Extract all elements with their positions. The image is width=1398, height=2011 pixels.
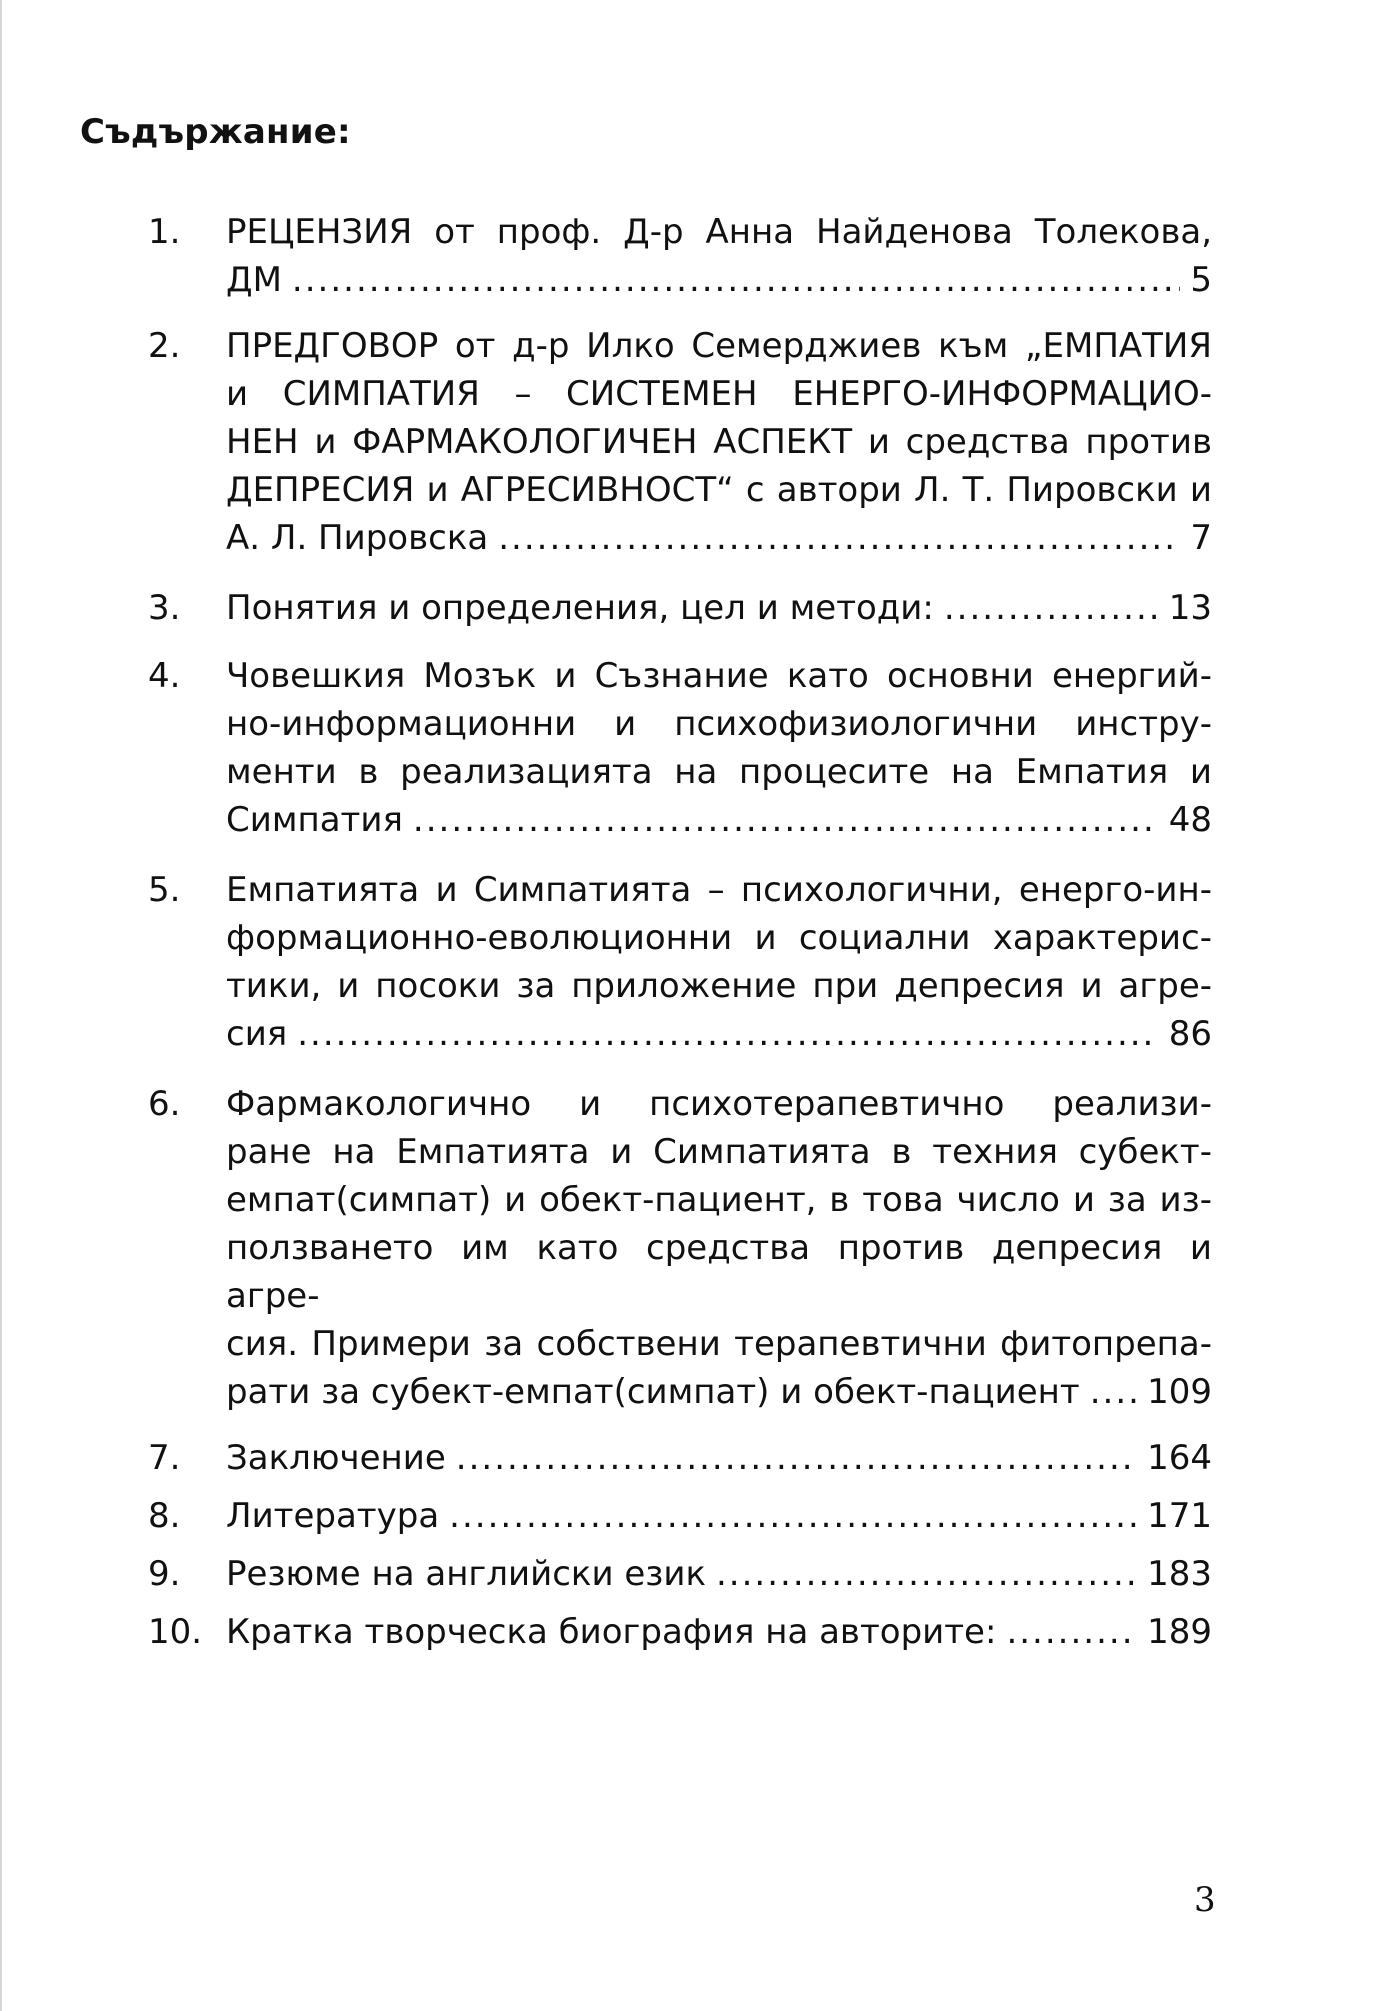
- toc-entry[interactable]: [148, 652, 1212, 844]
- toc-entry-page: 86: [1168, 1014, 1212, 1054]
- toc-entry-title-line: ДЕПРЕСИЯ и АГРЕСИВНОСТ“ с автори Л. Т. Пировски и: [226, 470, 1212, 510]
- page-number: 3: [1194, 1880, 1216, 1920]
- toc-entry-last-line: [226, 1010, 1212, 1058]
- dot-leader: [449, 1492, 1137, 1540]
- toc-entry-last-line: [226, 796, 1212, 844]
- dot-leader: [456, 1434, 1137, 1482]
- toc-entry-title-line: емпат(симпат) и обект-пациент, в това число и за из-: [226, 1180, 1212, 1220]
- toc-entry-page: 48: [1168, 800, 1212, 840]
- toc-entry[interactable]: [148, 1434, 1212, 1482]
- toc-heading: Съдържание:: [80, 112, 351, 152]
- toc-entry[interactable]: [148, 584, 1212, 632]
- toc-entry-title-line: тики, и посоки за приложение при депресия и агре-: [226, 966, 1212, 1006]
- toc-entry-title-line: Човешкия Мозък и Съзнание като основни енергий-: [226, 656, 1212, 696]
- dot-leader: [1006, 1608, 1137, 1656]
- toc-entry-last-line: [226, 1550, 1212, 1598]
- dot-leader: [1090, 1368, 1137, 1416]
- toc-entry-number: 1.: [148, 212, 181, 252]
- toc-entry-title-line: НЕН и ФАРМАКОЛОГИЧЕН АСПЕКТ и средства против: [226, 422, 1212, 462]
- toc-entry-last-line: [226, 584, 1212, 632]
- toc-entry-page: 183: [1147, 1554, 1212, 1594]
- dot-leader: [297, 1010, 1158, 1058]
- toc-entry-last-line: [226, 1608, 1212, 1656]
- toc-entry-title-line: формационно-еволюционни и социални характерис-: [226, 918, 1212, 958]
- dot-leader: [716, 1550, 1137, 1598]
- toc-entry-number: 2.: [148, 326, 181, 366]
- toc-entry-title-line: Понятия и определения, цел и методи:: [226, 588, 934, 628]
- toc-entry-title-line: ДМ: [226, 260, 282, 300]
- toc-entry-title-line: Фармакологично и психотерапевтично реализи-: [226, 1084, 1212, 1124]
- toc-entry-title-line: сия: [226, 1014, 288, 1054]
- toc-entry-number: 9.: [148, 1554, 181, 1594]
- toc-entry-title-line: Резюме на английски език: [226, 1554, 706, 1594]
- toc-entry-page: 5: [1190, 260, 1212, 300]
- toc-entry-title-line: ползването им като средства против депресия и агре-: [226, 1228, 1212, 1316]
- toc-entry-last-line: [226, 514, 1212, 562]
- table-of-contents: [148, 208, 1212, 1656]
- toc-entry-title-line: А. Л. Пировска: [226, 518, 489, 558]
- toc-entry-title-line: сия. Примери за собствени терапевтични фитопрепа-: [226, 1324, 1212, 1364]
- toc-entry-number: 6.: [148, 1084, 181, 1124]
- toc-entry[interactable]: [148, 1550, 1212, 1598]
- toc-entry-page: 189: [1147, 1612, 1212, 1652]
- toc-entry-page: 13: [1168, 588, 1212, 628]
- toc-entry-last-line: [226, 1492, 1212, 1540]
- toc-entry-title-line: менти в реализацията на процесите на Емпатия и: [226, 752, 1212, 792]
- toc-entry-title-line: ране на Емпатията и Симпатията в техния субект-: [226, 1132, 1212, 1172]
- toc-entry-page: 171: [1147, 1496, 1212, 1536]
- toc-entry-number: 5.: [148, 870, 181, 910]
- toc-entry[interactable]: [148, 1608, 1212, 1656]
- toc-entry-number: 3.: [148, 588, 181, 628]
- toc-entry-title-line: Заключение: [226, 1438, 446, 1478]
- toc-entry-title-line: рати за субект-емпат(симпат) и обект-пациент: [226, 1372, 1080, 1412]
- toc-entry-last-line: [226, 1368, 1212, 1416]
- toc-entry-last-line: [226, 256, 1212, 304]
- toc-entry[interactable]: [148, 866, 1212, 1058]
- toc-entry-page: 164: [1147, 1438, 1212, 1478]
- toc-entry-number: 7.: [148, 1438, 181, 1478]
- toc-entry-title-line: Емпатията и Симпатията – психологични, енерго-ин-: [226, 870, 1212, 910]
- toc-entry-title-line: ПРЕДГОВОР от д-р Илко Семерджиев към „ЕМПАТИЯ: [226, 326, 1212, 366]
- toc-entry[interactable]: [148, 208, 1212, 304]
- toc-entry-title-line: Симпатия: [226, 800, 403, 840]
- toc-entry-number: 10.: [148, 1612, 203, 1652]
- toc-entry-page: 7: [1190, 518, 1212, 558]
- toc-entry-number: 8.: [148, 1496, 181, 1536]
- dot-leader: [292, 256, 1180, 304]
- toc-entry-title-line: и СИМПАТИЯ – СИСТЕМЕН ЕНЕРГО-ИНФОРМАЦИО-: [226, 374, 1212, 414]
- toc-entry-title-line: но-информационни и психофизиологични инстру-: [226, 704, 1212, 744]
- toc-entry[interactable]: [148, 322, 1212, 562]
- toc-entry-last-line: [226, 1434, 1212, 1482]
- toc-entry[interactable]: [148, 1492, 1212, 1540]
- dot-leader: [498, 514, 1180, 562]
- toc-entry-title-line: Литература: [226, 1496, 440, 1536]
- dot-leader: [944, 584, 1159, 632]
- toc-entry-title-line: РЕЦЕНЗИЯ от проф. Д-р Анна Найденова Толекова,: [226, 212, 1212, 252]
- dot-leader: [413, 796, 1159, 844]
- toc-entry-page: 109: [1147, 1372, 1212, 1412]
- toc-entry[interactable]: [148, 1080, 1212, 1416]
- toc-entry-number: 4.: [148, 656, 181, 696]
- toc-entry-title-line: Кратка творческа биография на авторите:: [226, 1612, 997, 1652]
